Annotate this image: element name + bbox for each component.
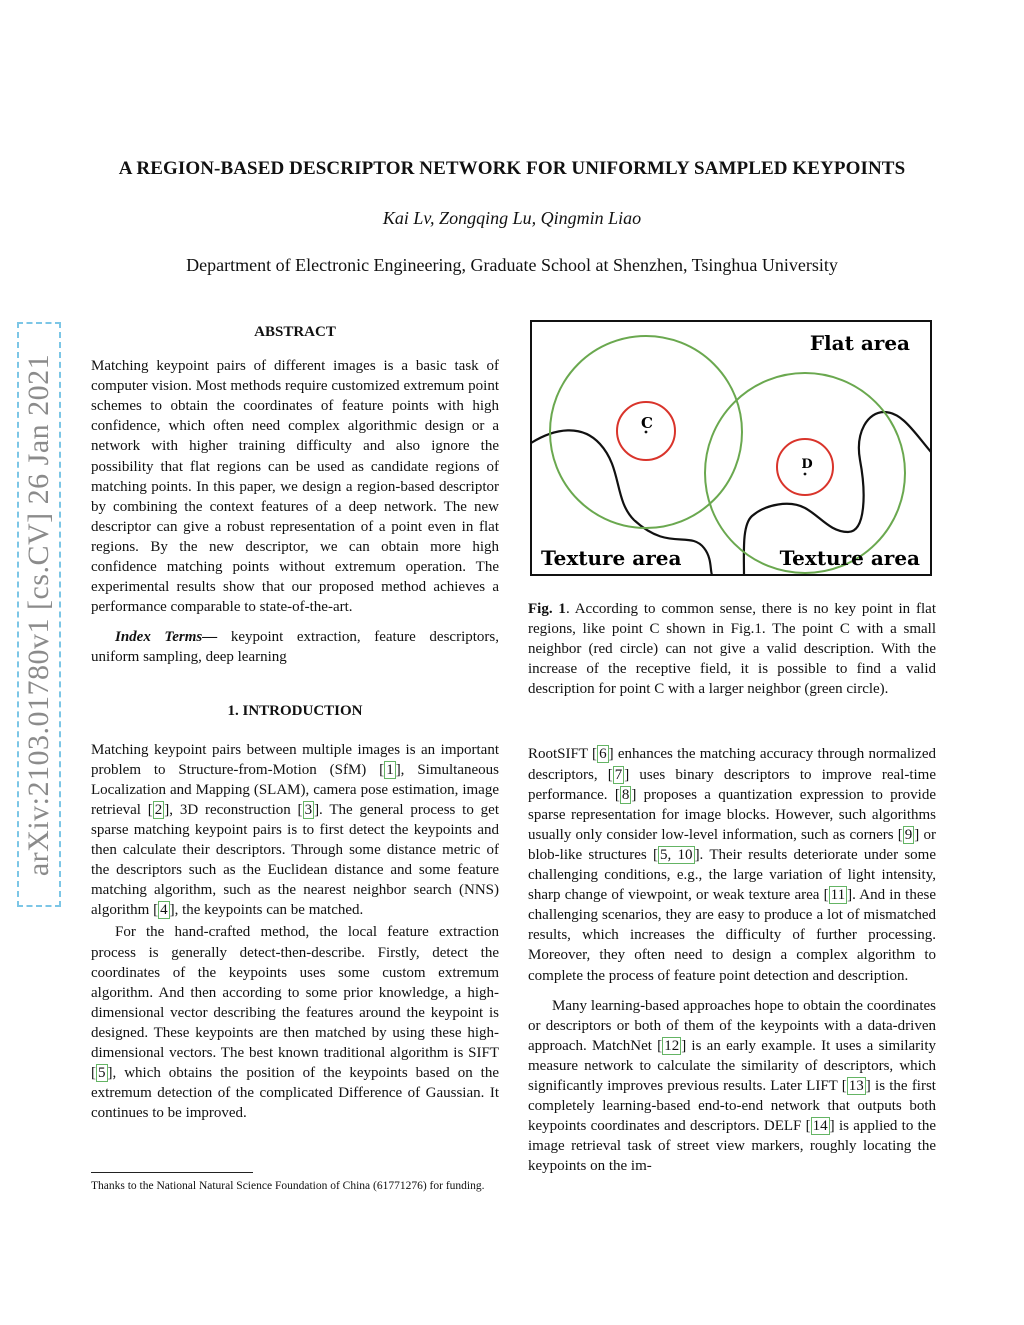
figure-caption-label: Fig. 1 (528, 601, 566, 617)
point-d-label: D (801, 457, 813, 472)
figure-caption-text: . According to common sense, there is no key point in flat regions, like point C shown in Fig.1. The point C with a small neighbor (red circle) can not give a valid description. With the increase of the receptive field, it is possible to find a valid description for point C with a larger neighbor (green circle). (528, 601, 936, 698)
abstract-heading: ABSTRACT (254, 324, 336, 340)
texture-area-label-left: Texture area (541, 546, 682, 570)
flat-area-label: Flat area (809, 331, 910, 355)
footnote: Thanks to the National Natural Science Foundation of China (61771276) for funding. (91, 1180, 485, 1192)
figure-frame (531, 321, 931, 575)
figure-1 (530, 320, 932, 576)
figure-caption (528, 599, 936, 699)
citation-link[interactable]: 9 (904, 826, 913, 843)
intro-paragraph-1: Matching keypoint pairs between multiple images is an important problem to Structure-from-Motion (SfM) [ 1 ], Simultaneous Localization and Mapping (SLAM), camera pose estimation, image retrieval [ 2 ], 3D reconstruction [ 3 ]. The general process to get sparse matching keypoint pairs is to first detect the keypoints and then calculate their descriptors. Through some distance metric of the descriptors such as the Euclidean distance and some feature matching algorithm, such as the nearest neighbor search (NNS) algorithm [ 4 ], the keypoints can be matched. (91, 741, 499, 919)
intro-paragraph-2: For the hand-crafted method, the local feature extraction process is generally detect-then-describe. Firstly, detect the coordinates of the keypoints uses some custom extremum algorithm. And then according to some prior knowledge, a high-dimensional vector describing the features around the keypoint is designed. These keypoints are then matched by using these high-dimensional vectors. The best known traditional algorithm is SIFT [ 5 ], which obtains the position of the keypoints based on the extremum detection of the complicated Difference of Gaussian. It continues to be improved. (91, 924, 499, 1122)
citation-link[interactable]: 6 (599, 746, 607, 763)
citation-link[interactable]: 8 (621, 786, 630, 803)
arxiv-identifier-stamp (17, 322, 61, 907)
citation-link[interactable]: 13 (848, 1077, 864, 1094)
right-paragraph-1: RootSIFT [ 6 ] enhances the matching accuracy through normalized descriptors, [ 7 ] uses binary descriptors to improve real-time performance. [ 8 ] proposes a quantization expression to provide sparse representation for image blocks. However, such algorithms usually only consider low-level information, such as corners [ 9 ] or blob-like structures [ 5, 10 ]. Their results deteriorate under some challenging conditions, e.g., the large variation of light intensity, sharp change of viewpoint, or weak texture area [ 11 ]. And in these challenging scenarios, they are easy to produce a lot of mismatched results, which increases the difficulty of further processing. Moreover, they often need to design a complex algorithm to complete the process of feature point detection and description. (528, 746, 937, 984)
citation-link[interactable]: 5, 10 (660, 846, 693, 863)
point-d-dot (804, 473, 807, 476)
citation-link[interactable]: 11 (830, 887, 846, 904)
index-terms-text: keypoint extraction, feature descriptors, uniform sampling, deep learning (91, 629, 499, 666)
citation-link[interactable]: 4 (160, 902, 168, 919)
abstract-text: Matching keypoint pairs of different images is a basic task of computer vision. Most methods require customized extremum point schemes to obtain the coordinates of feature points with high confidence, which often need complex algorithmic design or a network with higher training difficulty and also ignore the possibility that flat regions can be used as candidate regions of matching points. In this paper, we design a region-based descriptor by combining the context features of a deep network. The new descriptor can give a robust representation of a point even in flat regions. By the new descriptor, we can obtain more high confidence matching points without extremum operation. The experimental results show that our proposed method achieves a performance comparable to state-of-the-art. (91, 358, 499, 616)
footnote-rule (91, 1172, 253, 1173)
paper-affiliation: Department of Electronic Engineering, Graduate School at Shenzhen, Tsinghua University (186, 255, 838, 275)
left-column (91, 322, 499, 1123)
citation-link[interactable]: 5 (98, 1065, 106, 1082)
intro-heading: 1. INTRODUCTION (227, 702, 363, 719)
citation-link[interactable]: 12 (664, 1037, 680, 1054)
paper-authors: Kai Lv, Zongqing Lu, Qingmin Liao (382, 208, 642, 228)
arxiv-identifier-text: arXiv:2103.01780v1 [cs.CV] 26 Jan 2021 (22, 353, 55, 876)
texture-area-label-right: Texture area (779, 546, 920, 570)
citation-link[interactable]: 14 (812, 1118, 828, 1135)
index-terms-label: Index Terms— (115, 629, 218, 646)
citation-link[interactable]: 2 (154, 801, 163, 818)
paper-title: A REGION-BASED DESCRIPTOR NETWORK FOR UNIFORMLY SAMPLED KEYPOINTS (118, 158, 906, 179)
point-c-label: C (641, 414, 653, 432)
right-paragraph-2: Many learning-based approaches hope to obtain the coordinates or descriptors or both of them of the keypoints with a data-driven approach. MatchNet [ 12 ] is an early example. It uses a similarity measure network to calculate the similarity of descriptors, which significantly improves previous results. Later LIFT [ 13 ] is the first completely learning-based end-to-end network that outputs both keypoints coordinates and descriptors. DELF [ 14 ] is applied to the image retrieval task of street view markers, roughly locating the keypoints on the im- (528, 997, 936, 1175)
citation-link[interactable]: 1 (386, 761, 394, 778)
right-column (528, 599, 936, 1176)
citation-link[interactable]: 3 (304, 801, 313, 818)
citation-link[interactable]: 7 (614, 766, 623, 783)
index-terms (91, 627, 499, 667)
